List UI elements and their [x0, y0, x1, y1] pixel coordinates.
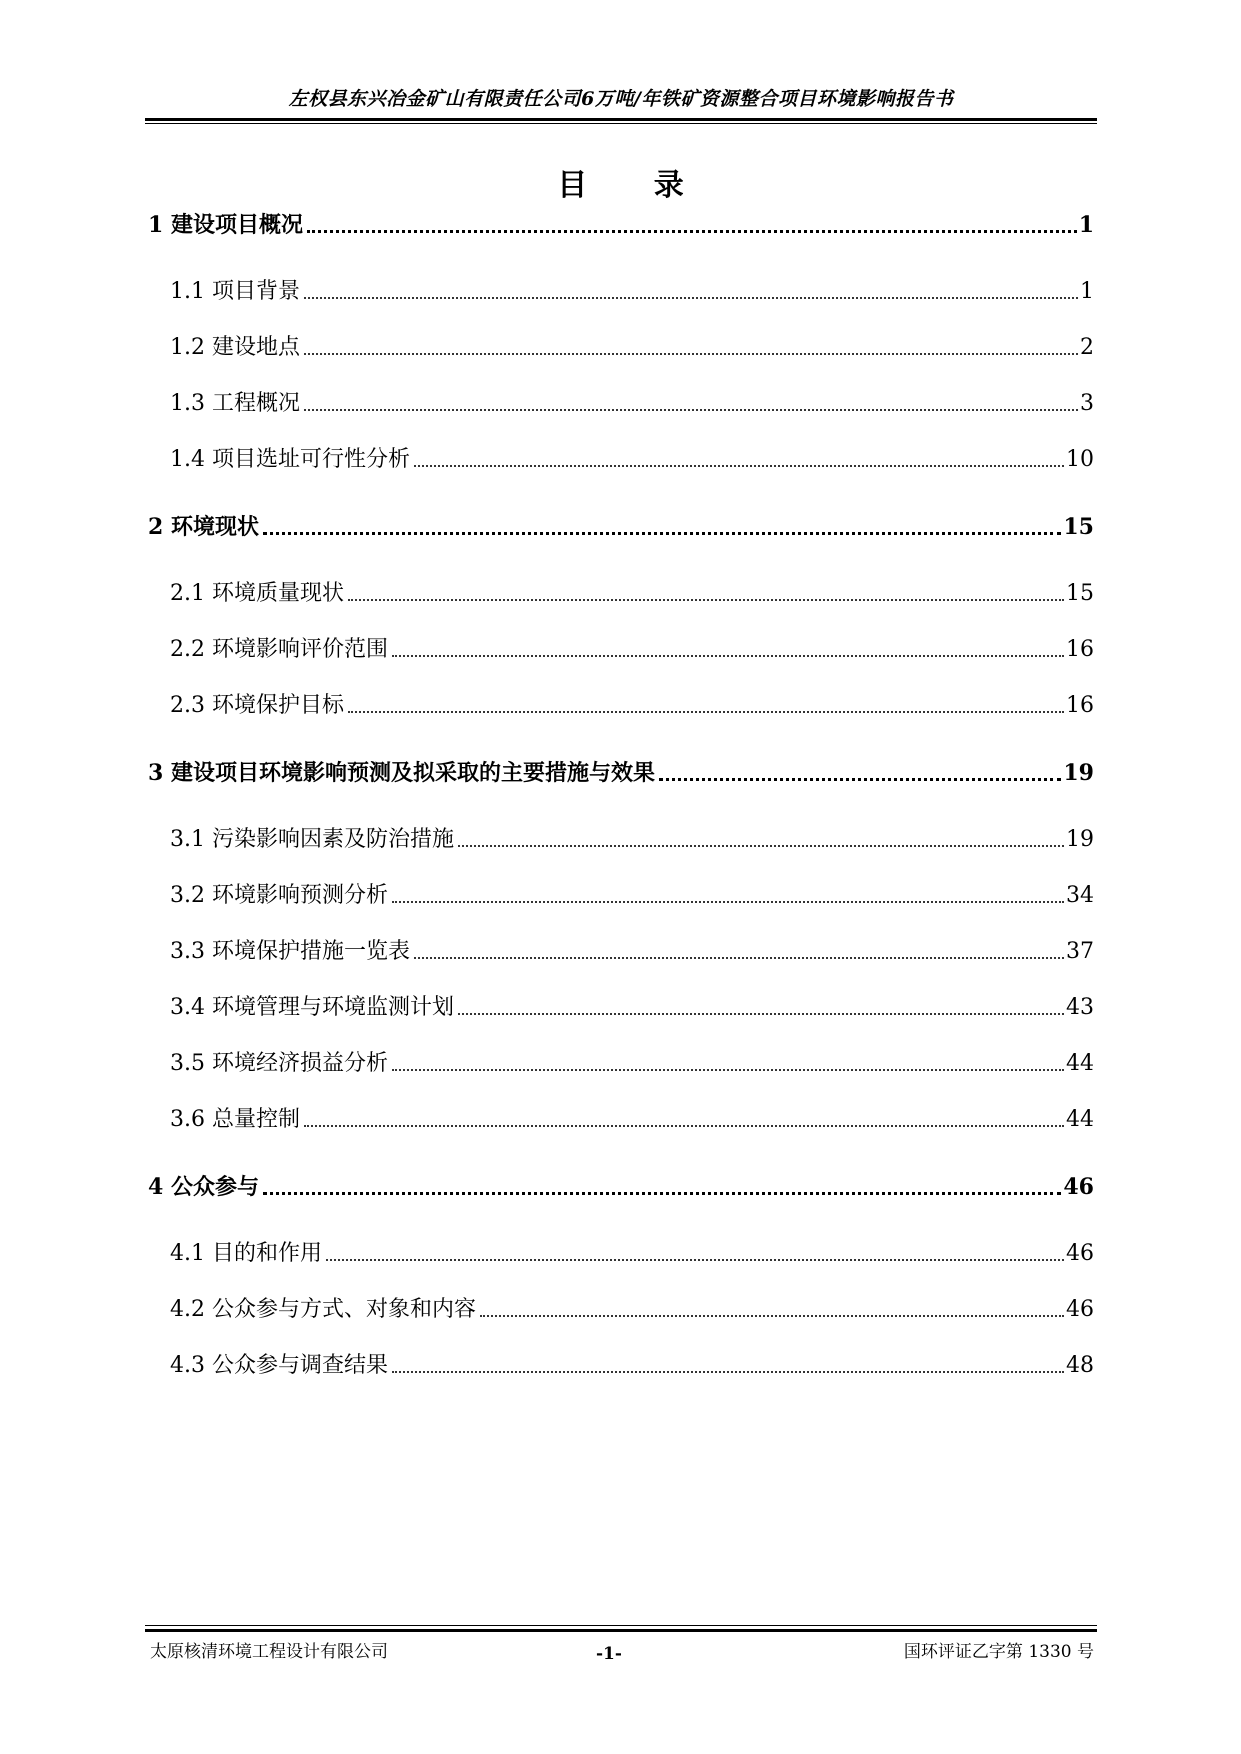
toc-dot-leader [326, 1259, 1064, 1261]
toc-entry-page: 1 [1080, 279, 1094, 304]
toc-entry-page: 48 [1066, 1353, 1094, 1378]
toc-entry-page: 19 [1063, 760, 1094, 786]
toc-section-entry[interactable] [170, 991, 1094, 1025]
toc-dot-leader [348, 599, 1064, 601]
toc-dot-leader [348, 711, 1064, 713]
toc-dot-leader [392, 901, 1064, 903]
toc-entry-page: 46 [1066, 1297, 1094, 1322]
toc-entry-label: 2.1 环境质量现状 [170, 581, 344, 606]
toc-entry-label: 3.4 环境管理与环境监测计划 [170, 995, 454, 1020]
toc-entry-page: 46 [1063, 1174, 1094, 1200]
toc-chapter-entry[interactable] [148, 510, 1094, 544]
toc-section-entry[interactable] [170, 823, 1094, 857]
toc-dot-leader [392, 655, 1064, 657]
toc-entry-label: 2 环境现状 [148, 514, 259, 540]
toc-entry-label: 2.2 环境影响评价范围 [170, 637, 388, 662]
toc-section-entry[interactable] [170, 443, 1094, 477]
toc-dot-leader [263, 1192, 1061, 1195]
toc-dot-leader [307, 230, 1077, 233]
toc-section-entry[interactable] [170, 1293, 1094, 1327]
toc-entry-page: 46 [1066, 1241, 1094, 1266]
toc-entry-page: 16 [1066, 693, 1094, 718]
toc-entry-label: 4.2 公众参与方式、对象和内容 [170, 1297, 476, 1322]
toc-chapter-entry[interactable] [148, 756, 1094, 790]
toc-entry-page: 16 [1066, 637, 1094, 662]
toc-entry-label: 4.1 目的和作用 [170, 1241, 322, 1266]
toc-section-entry[interactable] [170, 879, 1094, 913]
toc-section-entry[interactable] [170, 275, 1094, 309]
toc-entry-page: 44 [1066, 1051, 1094, 1076]
toc-heading: 目 录 [557, 168, 712, 203]
toc-entry-label: 3.6 总量控制 [170, 1107, 300, 1132]
toc-entry-label: 3.2 环境影响预测分析 [170, 883, 388, 908]
page-header-title: 左权县东兴冶金矿山有限责任公司6万吨/年铁矿资源整合项目环境影响报告书 [288, 88, 954, 110]
toc-entry-label: 1.2 建设地点 [170, 335, 300, 360]
toc-dot-leader [392, 1069, 1064, 1071]
toc-entry-label: 1.4 项目选址可行性分析 [170, 447, 410, 472]
toc-entry-label: 4.3 公众参与调查结果 [170, 1353, 388, 1378]
toc-entry-page: 15 [1066, 581, 1094, 606]
toc-dot-leader [659, 778, 1061, 781]
toc-entry-page: 1 [1078, 212, 1094, 238]
toc-entry-page: 2 [1080, 335, 1094, 360]
toc-entry-label: 2.3 环境保护目标 [170, 693, 344, 718]
header-divider-thick [145, 118, 1097, 121]
header-divider-thin [145, 123, 1097, 124]
toc-chapter-entry[interactable] [148, 208, 1094, 242]
toc-entry-label: 1 建设项目概况 [148, 212, 303, 238]
footer-divider-thick [145, 1629, 1097, 1632]
toc-section-entry[interactable] [170, 1349, 1094, 1383]
toc-section-entry[interactable] [170, 1103, 1094, 1137]
toc-dot-leader [458, 1013, 1064, 1015]
toc-dot-leader [304, 297, 1078, 299]
toc-entry-page: 37 [1066, 939, 1094, 964]
toc-dot-leader [263, 532, 1061, 535]
toc-section-entry[interactable] [170, 387, 1094, 421]
toc-section-entry[interactable] [170, 935, 1094, 969]
toc-dot-leader [458, 845, 1064, 847]
toc-dot-leader [414, 465, 1064, 467]
footer-certificate: 国环评证乙字第 1330 号 [903, 1642, 1094, 1662]
toc-entry-label: 3.3 环境保护措施一览表 [170, 939, 410, 964]
toc-entry-label: 4 公众参与 [148, 1174, 259, 1200]
toc-entry-label: 1.3 工程概况 [170, 391, 300, 416]
toc-section-entry[interactable] [170, 633, 1094, 667]
toc-dot-leader [304, 353, 1078, 355]
toc-entry-label: 3.5 环境经济损益分析 [170, 1051, 388, 1076]
toc-dot-leader [304, 409, 1078, 411]
toc-dot-leader [392, 1371, 1064, 1373]
toc-section-entry[interactable] [170, 689, 1094, 723]
toc-entry-page: 10 [1066, 447, 1094, 472]
toc-chapter-entry[interactable] [148, 1170, 1094, 1204]
toc-section-entry[interactable] [170, 577, 1094, 611]
toc-entry-page: 15 [1063, 514, 1094, 540]
toc-dot-leader [480, 1315, 1064, 1317]
toc-entry-page: 3 [1080, 391, 1094, 416]
toc-dot-leader [304, 1125, 1064, 1127]
footer-page-number: -1- [596, 1644, 622, 1664]
footer-divider-thin [145, 1625, 1097, 1626]
toc-dot-leader [414, 957, 1064, 959]
toc-entry-page: 19 [1066, 827, 1094, 852]
toc-entry-page: 44 [1066, 1107, 1094, 1132]
toc-entry-page: 34 [1066, 883, 1094, 908]
toc-section-entry[interactable] [170, 1237, 1094, 1271]
footer-company: 太原核清环境工程设计有限公司 [150, 1642, 388, 1662]
toc-entry-label: 3.1 污染影响因素及防治措施 [170, 827, 454, 852]
toc-section-entry[interactable] [170, 1047, 1094, 1081]
toc-entry-label: 3 建设项目环境影响预测及拟采取的主要措施与效果 [148, 760, 655, 786]
toc-section-entry[interactable] [170, 331, 1094, 365]
toc-entry-page: 43 [1066, 995, 1094, 1020]
toc-entry-label: 1.1 项目背景 [170, 279, 300, 304]
